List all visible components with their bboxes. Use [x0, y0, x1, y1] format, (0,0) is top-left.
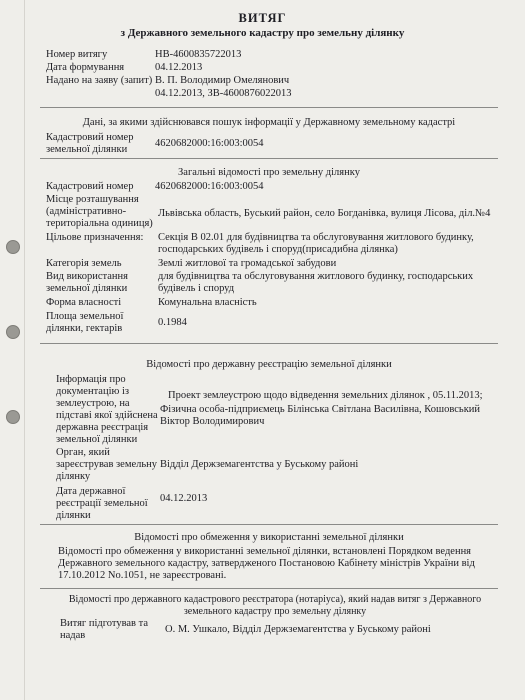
doc-value: Проект землеустрою щодо відведення земельних ділянок , 05.11.2013; [168, 390, 483, 401]
reg-date-label-3: ділянки [56, 510, 91, 521]
location-label: Місце розташування [46, 194, 139, 205]
separator [40, 158, 498, 159]
restrictions-text-2: Державного земельного кадастру, затвердженого Постановою Кабінету міністрів України від [58, 558, 475, 569]
extract-number: НВ-4600835722013 [155, 49, 242, 60]
purpose-label: Цільове призначення: [46, 232, 144, 243]
restrictions-heading: Відомості про обмеження у використанні земельної ділянки [134, 532, 404, 543]
category-value: Землі житлової та громадської забудови [158, 258, 337, 269]
registrar-label: Витяг підготував та [60, 618, 149, 629]
reg-date-label: Дата державної [56, 486, 126, 497]
body-value: Відділ Держземагентства у Буському районі [160, 459, 359, 470]
search-cad-value: 4620682000:16:003:0054 [155, 138, 264, 149]
reg-date-value: 04.12.2013 [160, 493, 208, 504]
search-cad-label-2: земельної ділянки [46, 144, 128, 155]
separator [40, 524, 498, 525]
doc-label-5: державна реєстрація [56, 422, 149, 433]
binder-hole-icon [6, 240, 20, 254]
doc-label-6: земельної ділянки [56, 434, 138, 445]
use-value-2: будівель і споруд [158, 283, 235, 294]
binder-hole-icon [6, 325, 20, 339]
document-subtitle: з Державного земельного кадастру про земельну ділянку [120, 27, 405, 39]
doc-label-2: документацію із [56, 386, 130, 397]
registration-heading: Відомості про державну реєстрацію земельної ділянки [146, 359, 392, 370]
area-label-2: ділянки, гектарів [46, 323, 123, 334]
extract-number-label: Номер витягу [46, 49, 108, 60]
ownership-label: Форма власності [46, 297, 122, 308]
doc-label-3: землеустрою, на [56, 398, 130, 409]
document-title: ВИТЯГ [238, 11, 287, 25]
search-cad-label: Кадастровий номер [46, 132, 134, 143]
area-value: 0.1984 [158, 317, 187, 328]
binder-holes [2, 240, 22, 430]
restrictions-text-3: 17.10.2012 No.1051, не зареєстровані. [58, 570, 227, 581]
body-label-3: ділянку [56, 471, 91, 482]
doc-value-2: Фізична особа-підприємець Білінська Світлана Василівна, Кошовський [160, 404, 481, 415]
location-label-2: (адміністративно- [46, 206, 127, 217]
binder-hole-icon [6, 410, 20, 424]
ownership-value: Комунальна власність [158, 297, 257, 308]
location-label-3: територіальна одиниця) [46, 218, 153, 229]
request-label: Надано на заяву (запит) [46, 75, 153, 86]
search-heading: Дані, за якими здійснювався пошук інформації у Державному земельному кадастрі [82, 117, 456, 128]
registrar-value: О. М. Ушкало, Відділ Держземагентства у Буському районі [165, 624, 431, 635]
body-label-2: зареєстрував земельну [56, 459, 158, 470]
general-cad-value: 4620682000:16:003:0054 [155, 181, 264, 192]
registrar-heading-2: земельного кадастру про земельну ділянку [183, 606, 367, 617]
request-reference: 04.12.2013, ЗВ-4600876022013 [155, 88, 292, 99]
doc-label: Інформація про [56, 374, 126, 385]
body-label: Орган, який [56, 447, 110, 458]
use-value: для будівництва та обслуговування житлового будинку, господарських [158, 271, 474, 282]
separator [40, 588, 498, 589]
formation-date-label: Дата формування [46, 62, 125, 73]
general-cad-label: Кадастровий номер [46, 181, 134, 192]
purpose-value-2: господарських будівель і споруд(присадибна ділянка) [158, 244, 398, 255]
category-label: Категорія земель [46, 258, 122, 269]
separator [40, 343, 498, 344]
location-value: Львівська область, Буський район, село Богданівка, вулиця Лісова, діл.№4 [158, 208, 491, 219]
restrictions-text: Відомості про обмеження у використанні земельної ділянки, встановлені Порядком ведення [58, 546, 472, 557]
page-edge-shadow [24, 0, 25, 700]
requester-name: В. П. Володимир Омелянович [155, 75, 290, 86]
reg-date-label-2: реєстрації земельної [56, 498, 148, 509]
doc-value-3: Віктор Володимирович [160, 416, 265, 427]
separator [40, 107, 498, 108]
doc-label-4: підставі якої здійснена [56, 410, 158, 421]
area-label: Площа земельної [46, 311, 124, 322]
use-label: Вид використання [46, 271, 128, 282]
registrar-label-2: надав [60, 630, 86, 641]
formation-date: 04.12.2013 [155, 62, 203, 73]
general-heading: Загальні відомості про земельну ділянку [178, 167, 360, 178]
registrar-heading: Відомості про державного кадастрового реєстратора (нотаріуса), який надав витяг з Державного [68, 594, 482, 605]
use-label-2: земельної ділянки [46, 283, 128, 294]
purpose-value: Секція В 02.01 для будівництва та обслуговування житлового будинку, [158, 232, 474, 243]
